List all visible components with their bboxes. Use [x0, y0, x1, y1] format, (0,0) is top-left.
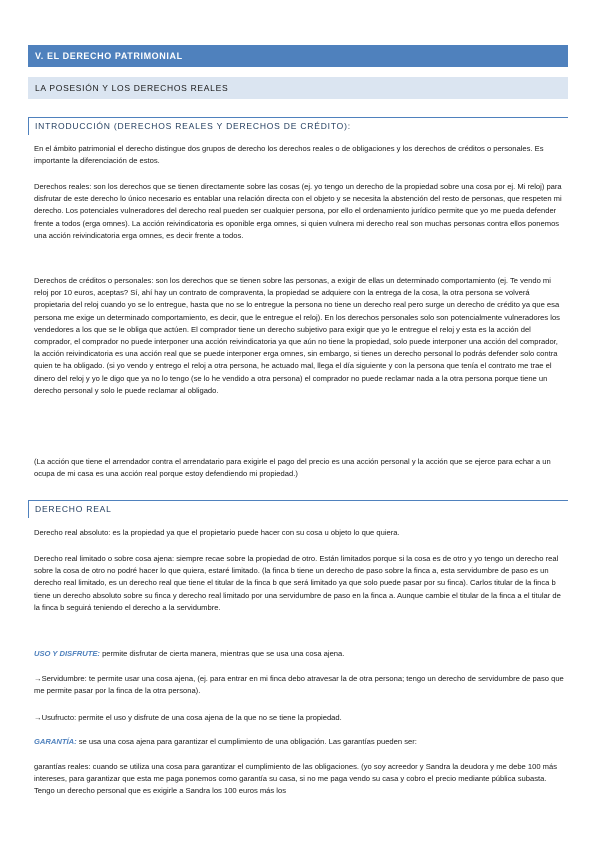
intro-paragraph-3: Derechos de créditos o personales: son los derechos que se tienen sobre las personas, a exigir de ellas un determinado comportamiento (ej. Te vendo mi reloj por 10 euros, aceptas? Sí, ahí hay un contrato de compraventa, la propiedad se adquiere con la entrega de la cosa, la otra persona se volverá propietaria del reloj cuando yo se lo entregue, hasta que no se lo entregue la persona no tiene un derecho real pero surge un derecho de crédito ya que esa persona me exige un determinado comportamiento, es decir, que le entregue el reloj). En los derechos personales solo son potencialmente vulneradores los vendedores a los que se le obliga que actúen. El comprador tiene un derecho subjetivo para exigir que yo le entregue el reloj y esta es la acción del comprador, el comprador no puede interponer una acción reivindicatoria ya que aún no tiene la propiedad, solo puede interponer una acción del comprador, la acción reivindicatoria es una acción real que se puede interponer erga omnes, sin embargo, si tienes un derecho personal lo podrás defender solo contra quien te ha obligado. (si yo vendo y entrego el reloj a otra persona, he actuado mal, llega el día siguiente y con la persona que tenía el contrato me trae el dinero del reloj y yo le digo que ya no lo tengo (se lo he vendido a otra persona) el comprador no puede reclamar nada a la otra persona porque tiene un derecho personal y solo le puede reclamar al obligado. [34, 276, 560, 395]
real-paragraph-2: Derecho real limitado o sobre cosa ajena: siempre recae sobre la propiedad de otro. Están limitados porque si la cosa es de otro y yo tengo un derecho real sobre la cosa de otro no podré hacer lo que quiera, estaré limitado. (la finca b tiene un derecho de paso sobre la finca a, esta servidumbre de paso es un derecho real limitado, es un derecho real que tiene el titular de la finca b que será limitado ya que solo puede pasar por su finca). Carlos titular de la finca b tiene un derecho absoluto sobre su finca y derecho real limitado por una servidumbre de paso en la finca a. Aunque cambie el titular de la finca a el titular de la finca b seguirá teniendo el derecho a la servidumbre. [34, 554, 561, 612]
intro-paragraph-4: (La acción que tiene el arrendador contra el arrendatario para exigirle el pago del precio es una acción personal y la acción que se ejerce para echar a un ocupa de mi casa es una acción real porque estoy defendiendo mi propiedad.) [34, 457, 551, 479]
servidumbre-paragraph: →Servidumbre: te permite usar una cosa ajena, (ej. para entrar en mi finca debo atravesar la de otra persona; tengo un derecho de servidumbre de paso que me permite pasar por la finca de la otra persona). [34, 674, 564, 696]
chapter-title: V. EL DERECHO PATRIMONIAL [28, 45, 568, 67]
uso-paragraph [34, 648, 564, 660]
garantia-paragraph [34, 736, 564, 748]
intro-heading: INTRODUCCIÓN (DERECHOS REALES Y DERECHOS DE CRÉDITO): [28, 117, 568, 135]
intro-paragraph-1: En el ámbito patrimonial el derecho distingue dos grupos de derecho los derechos reales o de obligaciones y los derechos de créditos o personales. Es importante la diferenciación de estos. [34, 144, 544, 166]
garantias-reales-paragraph: garantías reales: cuando se utiliza una cosa para garantizar el cumplimiento de las obligaciones. (yo soy acreedor y Sandra la deudora y me debe 100 más intereses, para garantizar que esta me paga ponemos como garantía su casa, si no me paga vendo su casa y cobro el precio mediante pública subasta. Tengo un derecho personal que es exigirle a Sandra los 100 euros más los [34, 762, 558, 796]
uso-label: USO Y DISFRUTE: [34, 649, 100, 658]
real-heading: DERECHO REAL [28, 500, 568, 518]
intro-paragraph-2: Derechos reales: son los derechos que se tienen directamente sobre las cosas (ej. yo tengo un derecho de la propiedad sobre una cosa por ej. Mi reloj) para disfrutar de este derecho lo único necesario es entablar una relación directa con el objeto y se necesita la abstención del resto de personas, que respeten mi derecho. Los potenciales vulneradores del derecho real pueden ser cualquier persona, por ello el ordenamiento jurídico permite que yo me pueda defender frente a todos (erga omnes). La acción reivindicatoria es oponible erga omnes, si quien vulnera mi derecho real son muchas personas contra ellos ponemos una acción reivindicatoria erga omnes, es decir frente a todos. [34, 182, 562, 240]
section-title: LA POSESIÓN Y LOS DERECHOS REALES [28, 77, 568, 99]
uso-text: permite disfrutar de cierta manera, mientras que se usa una cosa ajena. [99, 649, 345, 658]
real-paragraph-1: Derecho real absoluto: es la propiedad ya que el propietario puede hacer con su cosa u objeto lo que quiera. [34, 528, 400, 537]
usufructo-paragraph: →Usufructo: permite el uso y disfrute de una cosa ajena de la que no se tiene la propiedad. [34, 713, 342, 722]
garantia-label: GARANTÍA: [34, 737, 77, 746]
garantia-text: se usa una cosa ajena para garantizar el cumplimiento de una obligación. Las garantías pueden ser: [76, 737, 417, 746]
